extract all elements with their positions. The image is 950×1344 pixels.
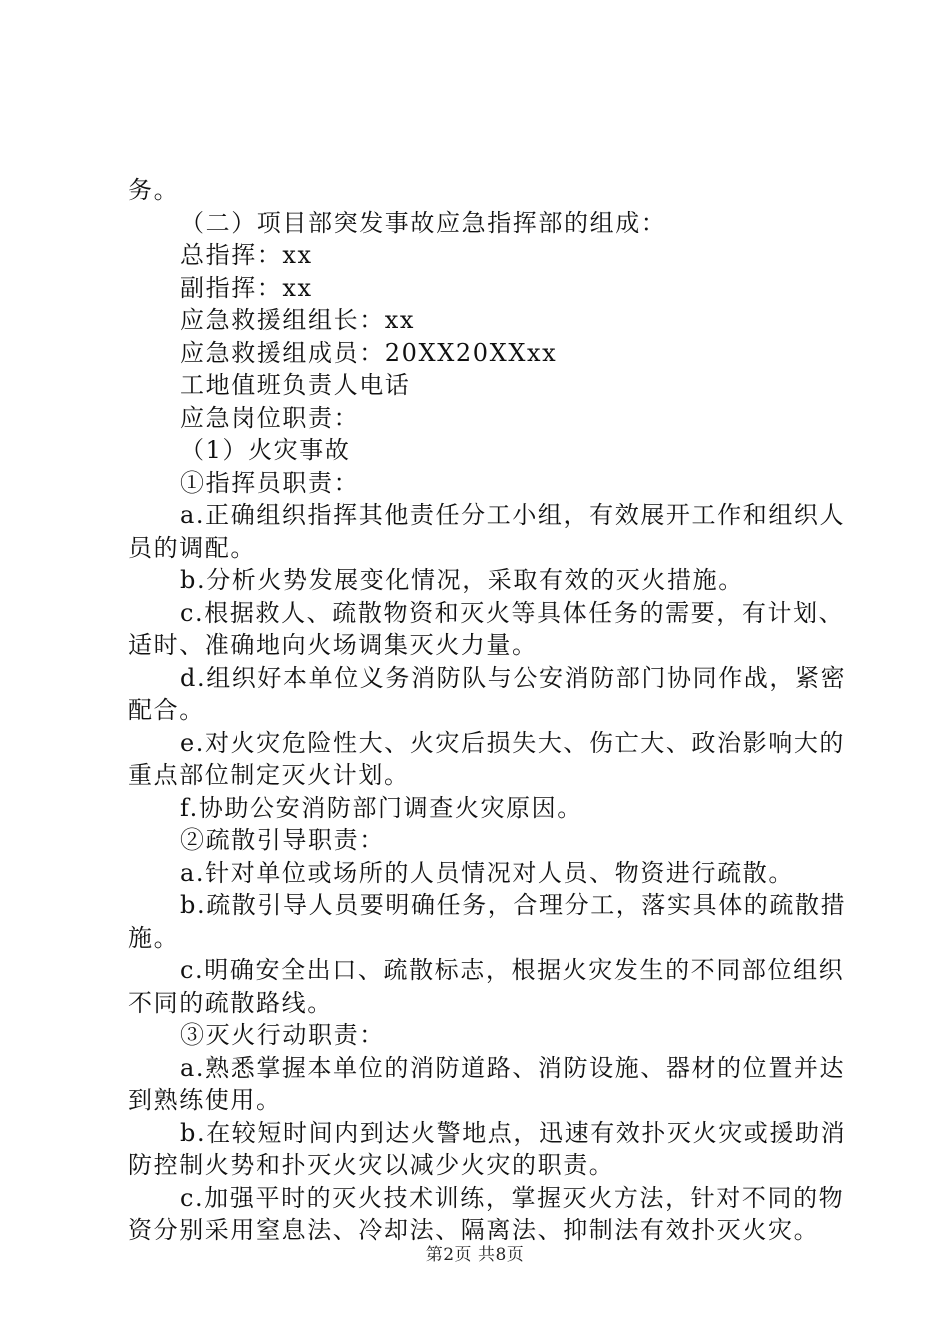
- paragraph: b.分析火势发展变化情况，采取有效的灭火措施。: [180, 566, 744, 594]
- paragraph: d.组织好本单位义务消防队与公安消防部门协同作战，紧密配合。: [128, 663, 847, 724]
- paragraph: c.根据救人、疏散物资和灭火等具体任务的需要，有计划、适时、准确地向火场调集灭火力量。: [128, 598, 845, 659]
- paragraph: （二）项目部突发事故应急指挥部的组成：: [180, 208, 667, 237]
- paragraph: 工地值班负责人电话: [180, 371, 411, 399]
- paragraph: 应急救援组成员：20XX20XXxx: [180, 338, 558, 367]
- paragraph: e.对火灾危险性大、火灾后损失大、伤亡大、政治影响大的重点部位制定灭火计划。: [128, 728, 846, 789]
- paragraph: f.协助公安消防部门调查火灾原因。: [180, 793, 583, 822]
- paragraph: 总指挥：xx: [180, 241, 313, 269]
- paragraph: ②疏散引导职责：: [180, 826, 385, 854]
- paragraph: b.疏散引导人员要明确任务，合理分工，落实具体的疏散措施。: [128, 891, 847, 952]
- paragraph: c.明确安全出口、疏散标志，根据火灾发生的不同部位组织不同的疏散路线。: [128, 956, 845, 1017]
- paragraph: 应急岗位职责：: [180, 403, 360, 432]
- document-body: [128, 174, 848, 1247]
- paragraph: b.在较短时间内到达火警地点，迅速有效扑灭火灾或援助消防控制火势和扑灭火灾以减少火灾的职责。: [128, 1118, 847, 1179]
- page-footer: 第2页 共8页: [425, 1245, 525, 1265]
- paragraph: ①指挥员职责：: [180, 468, 360, 497]
- paragraph: 副指挥：xx: [180, 273, 313, 302]
- paragraph: a.熟悉掌握本单位的消防道路、消防设施、器材的位置并达到熟练使用。: [128, 1053, 846, 1114]
- paragraph: 务。: [128, 176, 180, 204]
- paragraph: （1）火灾事故: [180, 436, 351, 464]
- paragraph: c.加强平时的灭火技术训练，掌握灭火方法，针对不同的物资分别采用窒息法、冷却法、隔离法、抑制法有效扑灭火灾。: [128, 1183, 845, 1244]
- paragraph: a.针对单位或场所的人员情况对人员、物资进行疏散。: [180, 858, 794, 887]
- paragraph: ③灭火行动职责：: [180, 1021, 385, 1049]
- paragraph: a.正确组织指挥其他责任分工小组，有效展开工作和组织人员的调配。: [128, 501, 846, 562]
- paragraph: 应急救援组组长：xx: [180, 306, 416, 334]
